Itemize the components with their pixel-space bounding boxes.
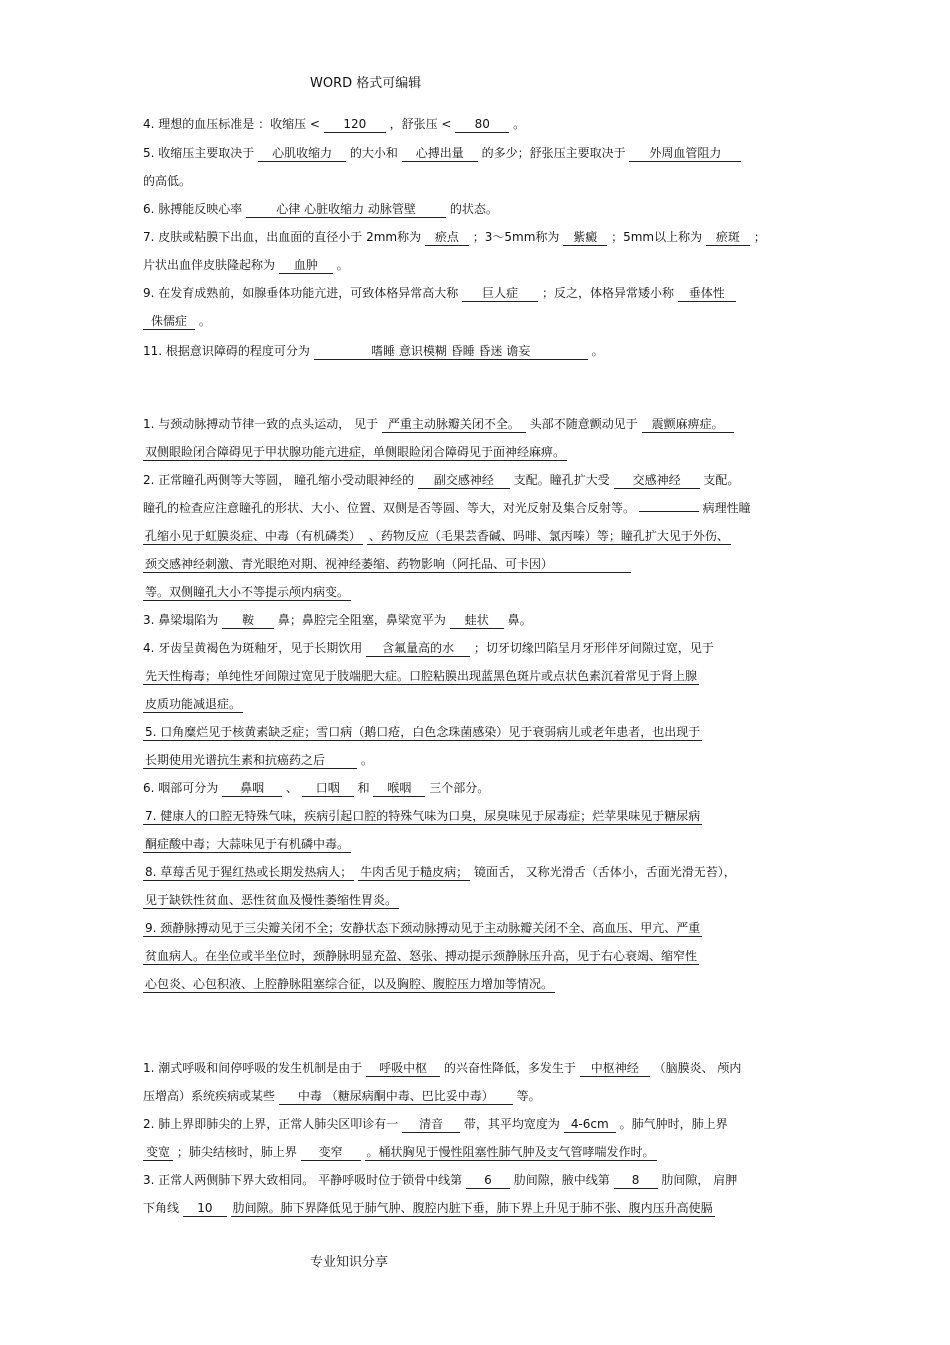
answer-blank: 严重主动脉瓣关闭不全。 [382,416,526,433]
text: 等。双侧瞳孔大小不等提示颅内病变。 [145,585,350,599]
page-footer: 专业知识分享 [310,1255,389,1270]
text: 镜面舌， 又称光滑舌（舌体小，舌面光滑无苔）， [473,865,736,879]
text: 4. 牙齿呈黄褐色为斑釉牙，见于长期饮用 [143,641,363,655]
text: 皮质功能减退症。 [145,697,242,711]
text-line [143,313,808,330]
text-line [143,229,808,246]
answer-blank: 10 [183,1200,227,1217]
text: 5. 口角糜烂见于核黄素缺乏症；雪口病（鹅口疮，白色念珠菌感染）见于衰弱病儿或老年患者，也出现于 [145,725,701,739]
text: 和 [357,781,370,795]
text-line [143,343,808,360]
text: 头部不随意颤动见于 [529,417,638,431]
text: 的状态。 [449,202,498,216]
text-line [143,528,808,545]
text: 、 [285,781,298,795]
answer-blank: 副交感神经 [418,472,510,489]
text: 心包炎、心包积液、上腔静脉阻塞综合征，以及胸腔、腹腔压力增加等情况。 [145,977,554,991]
answer-blank: 瘀斑 [706,229,750,246]
text: 8. 草莓舌见于猩红热或长期发热病人； [145,865,353,879]
text-line [143,612,808,629]
answer-blank: 鞍 [222,612,274,629]
text: 4. 理想的血压标准是 ：收缩压 < [143,117,320,131]
answer-blank: 垂体性 [678,285,736,302]
text: （脑膜炎、 颅内 [653,1061,742,1075]
answer-blank: 80 [455,116,509,133]
text: 1. 潮式呼吸和间停呼吸的发生机制是由于 [143,1061,363,1075]
answer-blank: 6 [466,1172,510,1189]
text: 6. 脉搏能反映心率 [143,202,243,216]
text: 颈交感神经刺激、青光眼绝对期、视神经萎缩、药物影响（阿托品、可卡因） [143,556,631,573]
text: ；5mm以上称为 [611,230,703,244]
text-line [143,556,808,573]
answer-blank: 震颤麻痹症。 [642,416,734,433]
answer-blank: 外周血管阻力 [629,145,741,162]
text: ，舒张压 < [389,117,452,131]
answer-blank: 中毒 （糖尿病酮中毒、巴比妥中毒） [279,1088,513,1105]
text-line [143,1144,808,1161]
answer-blank: 瘀点 [425,229,469,246]
text: 下角线 [143,1201,180,1215]
text: 先天性梅毒；单纯性牙间隙过宽见于肢端肥大症。口腔粘膜出现蓝黑色斑片或点状色素沉着常见于肾上腺 [145,669,698,683]
text: 长期使用光谱抗生素和抗癌药之后 [143,752,357,769]
text-line [143,145,808,162]
text: 1. 与颈动脉搏动节律一致的点头运动， 见于 [143,417,379,431]
text-line [143,920,808,937]
text: 见于缺铁性贫血、恶性贫血及慢性萎缩性胃炎。 [145,893,398,907]
text: 的多少；舒张压主要取决于 [481,146,626,160]
answer-blank: 紫癜 [563,229,607,246]
text: 瞳孔的检查应注意瞳孔的形状、大小、位置、双侧是否等圆、等大，对光反射及集合反射等。 [143,501,636,515]
answer-blank: 巨人症 [462,285,538,302]
answer-blank: 中枢神经 [580,1060,650,1077]
text: 。 [513,117,526,131]
answer-blank: 清音 [402,1116,460,1133]
text: 贫血病人。在坐位或半坐位时，颈静脉明显充盈、怒张、搏动提示颈静脉压升高，见于右心衰竭、缩窄性 [145,949,698,963]
text: 的大小和 [349,146,398,160]
text: 2. 肺上界即肺尖的上界，正常人肺尖区叩诊有一 [143,1117,399,1131]
text-line [143,864,808,881]
text: 。 [591,344,604,358]
text-line [143,1200,808,1217]
text-line [143,285,808,302]
text-line [143,1116,808,1133]
text-line [143,584,808,601]
text: 病理性瞳 [702,501,751,515]
answer-blank: 含氟量高的水 [366,640,470,657]
text-line [143,1172,808,1189]
text-line [143,173,808,189]
text: 9. 在发育成熟前，如腺垂体功能亢进，可致体格异常高大称 [143,286,459,300]
text: 11. 根据意识障碍的程度可分为 [143,344,310,358]
answer-blank: 变宽 [143,1144,173,1161]
text: 肋间隙。肺下界降低见于肺气肿、腹腔内脏下垂，肺下界上升见于肺不张、腹内压升高使膈 [232,1201,713,1215]
text: 。肺气肿时，肺上界 [619,1117,728,1131]
text-line [143,808,808,825]
text-line [143,892,808,909]
text: 7. 皮肤或粘膜下出血，出血面的直径小于 2mm称为 [143,230,422,244]
text: 。 [360,753,373,767]
text: ；反之，体格异常矮小称 [541,286,674,300]
text: 肋间隙，腋中线第 [513,1173,610,1187]
text: 鼻。 [507,613,532,627]
answer-blank: 4-6cm [564,1116,616,1133]
text: 、药物反应（毛果芸香碱、吗啡、氯丙嗪）等；瞳孔扩大见于外伤、 [368,529,729,543]
text: 的高低。 [143,174,192,188]
text-line [143,836,808,853]
text: 支配。 [703,473,740,487]
text: 压增高）系统疾病或某些 [143,1089,276,1103]
text: 5. 收缩压主要取决于 [143,146,255,160]
answer-blank [639,511,699,512]
text-line [143,640,808,657]
text: 片状出血伴皮肤隆起称为 [143,258,276,272]
text-line [143,257,808,274]
text: 2. 正常瞳孔两侧等大等圆， 瞳孔缩小受动眼神经的 [143,473,415,487]
answer-blank: 呼吸中枢 [366,1060,440,1077]
text: 双侧眼睑闭合障碍见于甲状腺功能亢进症，单侧眼睑闭合障碍见于面神经麻痹。 [145,445,566,459]
text: 酮症酸中毒；大蒜味见于有机磷中毒。 [145,837,350,851]
text: 三个部分。 [429,781,490,795]
answer-blank: 蛙状 [450,612,504,629]
text: ；3～5mm称为 [472,230,560,244]
text-line [143,500,808,516]
text-line [143,1088,808,1105]
text-line [143,948,808,965]
text-line [143,116,808,133]
text-line [143,472,808,489]
text: 。 [198,314,211,328]
text-line [143,668,808,685]
answer-blank: 心搏出量 [402,145,478,162]
text: 3. 正常人两侧肺下界大致相同。 平静呼吸时位于锁骨中线第 [143,1173,463,1187]
text-line [143,976,808,993]
answer-blank: 8 [614,1172,658,1189]
answer-blank: 120 [324,116,386,133]
text-line [143,1060,808,1077]
text-line [143,780,808,797]
answer-blank: 血肿 [279,257,333,274]
text-line [143,416,808,433]
text: 等。 [516,1089,541,1103]
answer-blank: 心律 心脏收缩力 动脉管壁 [246,201,446,218]
text: 的兴奋性降低，多发生于 [443,1061,576,1075]
text: 。桶状胸见于慢性阻塞性肺气肿及支气管哮喘发作时。 [366,1145,655,1159]
text-line [143,724,808,741]
text: ；切牙切缘凹陷呈月牙形伴牙间隙过宽，见于 [473,641,714,655]
text: ；肺尖结核时，肺上界 [176,1145,297,1159]
answer-blank: 变窄 [301,1144,361,1161]
text-line [143,752,808,769]
answer-blank: 嗜睡 意识模糊 昏睡 昏迷 谵妄 [314,343,588,360]
text: 9. 颈静脉搏动见于三尖瓣关闭不全；安静状态下颈动脉搏动见于主动脉瓣关闭不全、高血压、甲亢、严重 [145,921,701,935]
text: 7. 健康人的口腔无特殊气味，疾病引起口腔的特殊气味为口臭，尿臭味见于尿毒症；烂苹果味见于糖尿病 [145,809,701,823]
page-header: WORD 格式可编辑 [310,76,422,91]
answer-blank: 心肌收缩力 [258,145,346,162]
answer-blank: 喉咽 [373,780,425,797]
text: 3. 鼻梁塌陷为 [143,613,219,627]
text: 牛肉舌见于糙皮病； [360,865,469,879]
text: 带，其平均宽度为 [463,1117,560,1131]
text: 孔缩小见于虹膜炎症、中毒（有机磷类） [145,529,362,543]
text: 肋间隙， 肩胛 [661,1173,738,1187]
text: 鼻；鼻腔完全阻塞，鼻梁宽平为 [277,613,446,627]
text-line [143,201,808,218]
text: ； [753,230,766,244]
answer-blank: 口咽 [302,780,354,797]
answer-blank: 交感神经 [614,472,700,489]
text: 6. 咽部可分为 [143,781,219,795]
answer-blank: 鼻咽 [222,780,282,797]
text-line [143,696,808,713]
text-line [143,444,808,461]
text: 支配。瞳孔扩大受 [513,473,610,487]
text: 。 [336,258,349,272]
answer-blank: 侏儒症 [143,313,195,330]
